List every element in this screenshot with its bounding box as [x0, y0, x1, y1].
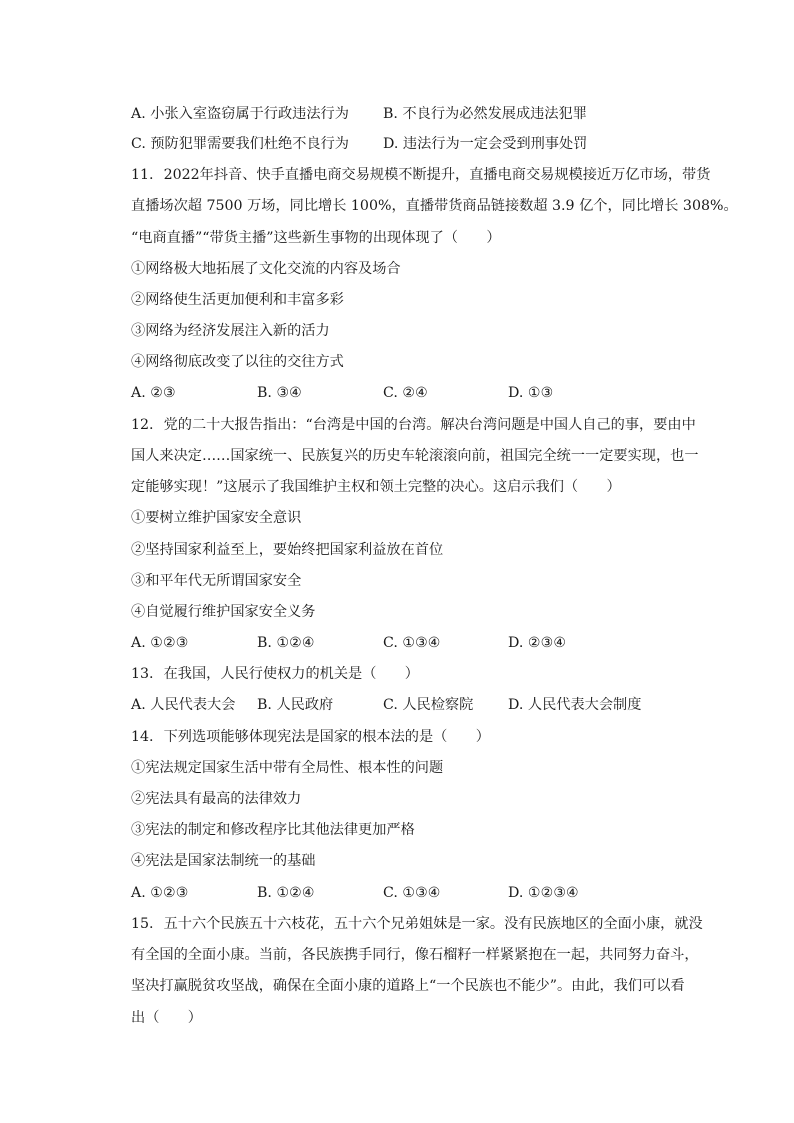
q14-option-a: A. ①②③ — [131, 885, 189, 901]
q11-statement-1: ①网络极大地拓展了文化交流的内容及场合 — [131, 261, 401, 277]
q15-stem-line-2: 有全国的全面小康。当前，各民族携手同行，像石榴籽一样紧紧抱在一起，共同努力奋斗， — [131, 947, 699, 963]
q12-statement-1: ①要树立维护国家安全意识 — [131, 510, 302, 526]
q11-stem-line-2: 直播场次超 7500 万场，同比增长 100%，直播带货商品链接数超 3.9 亿个，同比增长 308%。 — [131, 198, 738, 214]
q12-option-b: B. ①②④ — [257, 635, 315, 651]
q14-statement-2: ②宪法具有最高的法律效力 — [131, 791, 302, 807]
q15-stem-line-4: 出（ ） — [131, 1010, 202, 1026]
q13-option-b: B. 人民政府 — [257, 697, 334, 713]
q14-option-c: C. ①③④ — [383, 885, 441, 901]
q14-number: 14. — [131, 729, 154, 745]
q11-statement-4: ④网络彻底改变了以往的交往方式 — [131, 354, 344, 370]
q15-number: 15. — [131, 916, 154, 932]
q13-option-d: D. 人民代表大会制度 — [508, 697, 642, 713]
q14-stem-line — [131, 727, 490, 747]
q12-option-a: A. ①②③ — [131, 635, 189, 651]
q12-option-c: C. ①③④ — [383, 635, 441, 651]
q14-statement-4: ④宪法是国家法制统一的基础 — [131, 853, 316, 869]
q13-stem-line — [131, 664, 419, 684]
q12-statement-2: ②坚持国家利益至上，要始终把国家利益放在首位 — [131, 542, 444, 558]
q13-stem-text: 在我国，人民行使权力的机关是（ ） — [163, 666, 419, 682]
q10-option-d: D. 违法行为一定会受到刑事处罚 — [383, 136, 588, 152]
q14-statement-1: ①宪法规定国家生活中带有全局性、根本性的问题 — [131, 760, 444, 776]
q14-option-b: B. ①②④ — [257, 885, 315, 901]
q11-stem-line-1 — [131, 165, 710, 185]
q12-option-d: D. ②③④ — [508, 635, 567, 651]
q13-option-a: A. 人民代表大会 — [131, 697, 236, 713]
q10-option-a: A. 小张入室盗窃属于行政违法行为 — [131, 106, 349, 122]
q11-stem-line-3: “电商直播”“带货主播”这些新生事物的出现体现了（ ） — [131, 230, 501, 246]
q14-stem-text: 下列选项能够体现宪法是国家的根本法的是（ ） — [163, 729, 490, 745]
q11-statement-3: ③网络为经济发展注入新的活力 — [131, 323, 330, 339]
q13-option-c: C. 人民检察院 — [383, 697, 474, 713]
q15-stem-line-3: 坚决打赢脱贫攻坚战，确保在全面小康的道路上“一个民族也不能少”。由此，我们可以看 — [131, 978, 685, 994]
q11-stem-text-1: 2022年抖音、快手直播电商交易规模不断提升，直播电商交易规模接近万亿市场，带货 — [163, 167, 711, 183]
q10-option-c: C. 预防犯罪需要我们杜绝不良行为 — [131, 136, 349, 152]
q12-stem-line-2: 国人来决定……国家统一、民族复兴的历史车轮滚滚向前，祖国完全统一一定要实现，也一 — [131, 448, 699, 464]
q11-option-c: C. ②④ — [383, 385, 428, 401]
q12-statement-3: ③和平年代无所谓国家安全 — [131, 573, 302, 589]
q12-statement-4: ④自觉履行维护国家安全义务 — [131, 604, 316, 620]
q12-stem-line-3: 定能够实现！”这展示了我国维护主权和领土完整的决心。这启示我们（ ） — [131, 479, 621, 495]
q11-option-b: B. ③④ — [257, 385, 302, 401]
q12-number: 12. — [131, 417, 154, 433]
q11-number: 11. — [131, 167, 154, 183]
q11-option-a: A. ②③ — [131, 385, 176, 401]
q15-stem-line-1 — [131, 914, 703, 934]
q11-statement-2: ②网络使生活更加便利和丰富多彩 — [131, 292, 344, 308]
q10-option-b: B. 不良行为必然发展成违法犯罪 — [383, 106, 587, 122]
q13-number: 13. — [131, 666, 154, 682]
q12-stem-line-1 — [131, 415, 696, 435]
q11-option-d: D. ①③ — [508, 385, 554, 401]
q14-statement-3: ③宪法的制定和修改程序比其他法律更加严格 — [131, 822, 415, 838]
q12-stem-text-1: 党的二十大报告指出：“台湾是中国的台湾。解决台湾问题是中国人自己的事，要由中 — [163, 417, 696, 433]
q14-option-d: D. ①②③④ — [508, 885, 579, 901]
q15-stem-text-1: 五十六个民族五十六枝花，五十六个兄弟姐妹是一家。没有民族地区的全面小康，就没 — [163, 916, 703, 932]
